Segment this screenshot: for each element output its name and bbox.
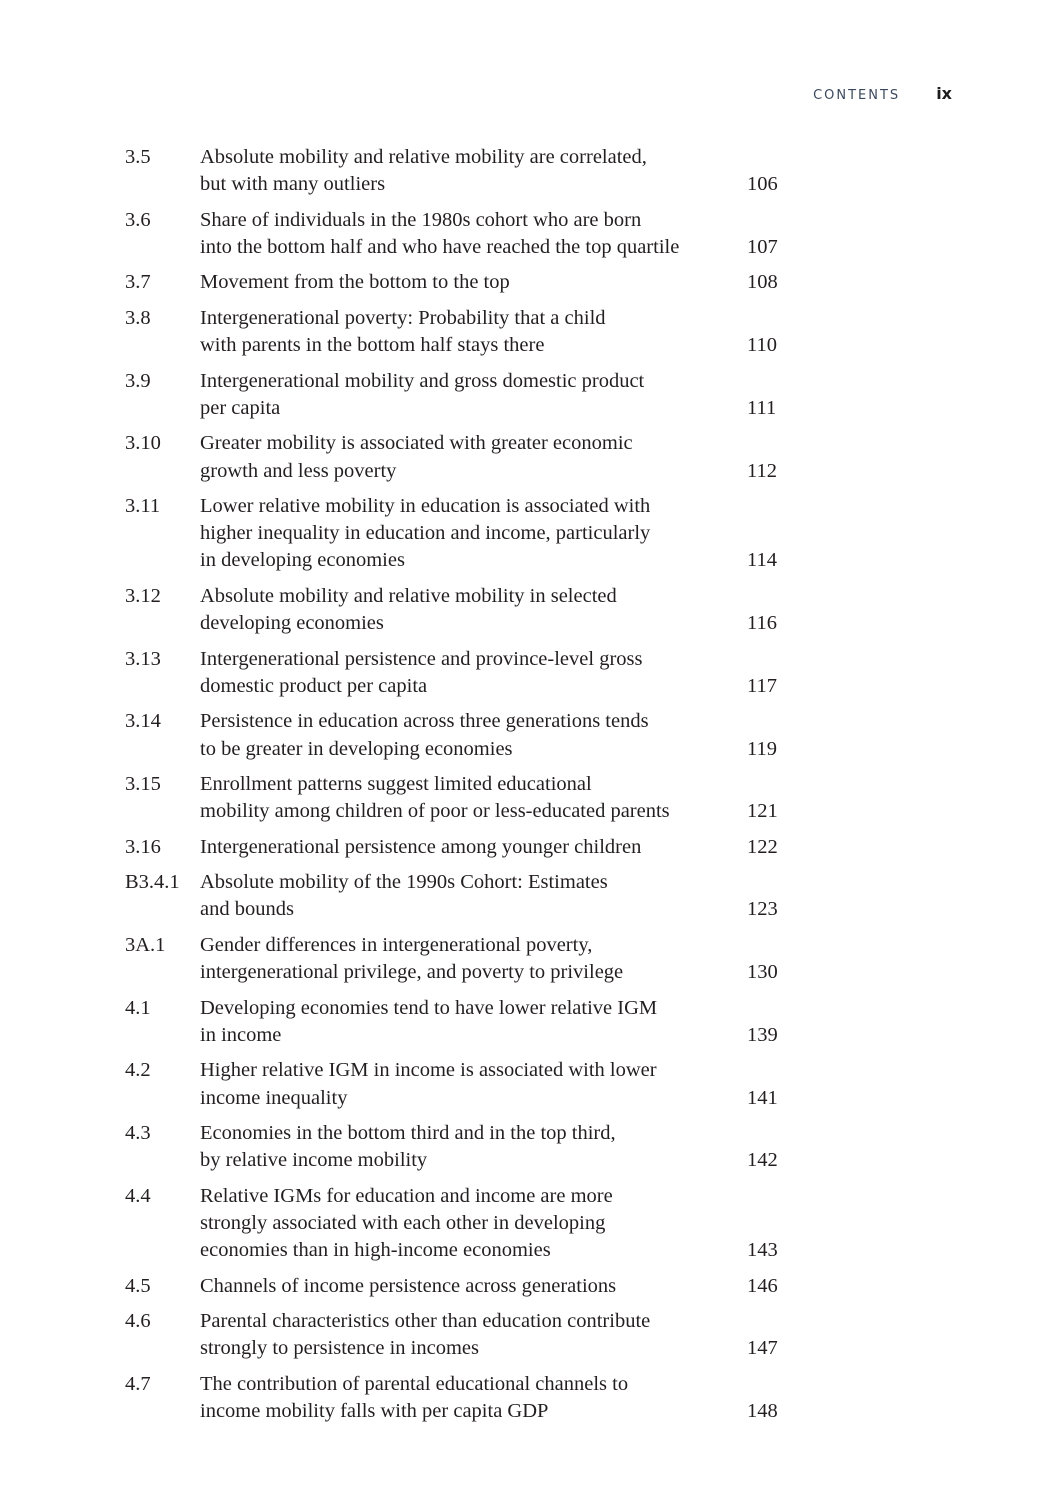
toc-entry-title: Developing economies tend to have lower relative IGM in income [200,996,658,1046]
toc-entry-number: 3.9 [125,369,151,392]
toc-entry[interactable] [125,1183,805,1265]
toc-entry-title: Gender differences in intergenerational poverty, intergenerational privilege, and poverty to privilege [200,933,624,984]
toc-entry-page: 106 [747,173,778,196]
toc-entry-title: Intergenerational poverty: Probability that a child with parents in the bottom half stays there [200,306,606,357]
toc-entry-title: Intergenerational mobility and gross domestic product per capita [200,369,645,419]
section-label: CONTENTS [813,88,901,103]
toc-entry-page: 116 [747,612,777,635]
toc-entry-title: Movement from the bottom to the top [200,271,510,294]
toc-entry-title: Greater mobility is associated with greater economic growth and less poverty [200,432,633,482]
toc-entry[interactable] [125,1057,805,1111]
toc-entry-number: 3.16 [125,835,161,858]
toc-entry-page: 130 [747,961,778,984]
toc-entry[interactable] [125,430,805,484]
toc-entry-number: 3.11 [125,495,161,518]
toc-entry-number: 4.2 [125,1059,151,1082]
toc-entry-page: 146 [747,1274,778,1297]
toc-entry-title: Absolute mobility and relative mobility in selected developing economies [200,584,617,635]
toc-entry-page: 111 [747,396,777,419]
toc-entry-page: 107 [747,235,778,258]
toc-entry-title: Absolute mobility and relative mobility are correlated, but with many outliers [200,146,647,196]
toc-entry[interactable] [125,869,805,923]
toc-entry-title: Higher relative IGM in income is associated with lower income inequality [200,1059,657,1109]
toc-entry-number: 3.5 [125,146,151,168]
toc-entry-title: Channels of income persistence across generations [200,1274,617,1297]
toc-entry[interactable] [125,207,805,261]
toc-entry-title: Enrollment patterns suggest limited educational mobility among children of poor or less-educated parents [200,773,670,823]
toc-entry-page: 108 [747,271,778,294]
toc-entry-page: 143 [747,1239,778,1262]
toc-entry-page: 122 [747,835,778,858]
toc-entry-title: The contribution of parental educational channels to income mobility falls with per capita GDP [200,1372,629,1423]
toc-entry-number: 3A.1 [125,933,166,956]
toc-entry-page: 114 [747,549,777,572]
toc-entry-page: 142 [747,1149,778,1172]
toc-entry-number: 3.15 [125,773,161,796]
toc-entry[interactable] [125,995,805,1049]
toc-entry-title: Persistence in education across three generations tends to be greater in developing economies [200,710,649,760]
toc-entry-title: Parental characteristics other than education contribute strongly to persistence in incomes [200,1310,651,1360]
toc-entry-page: 119 [747,737,777,760]
toc-entry[interactable] [125,1120,805,1174]
page-number: ix [936,84,952,103]
toc-entry-number: B3.4.1 [125,871,180,894]
toc-entry[interactable] [125,932,805,986]
toc-entry-number: 3.6 [125,208,151,231]
toc-entry[interactable] [125,1371,805,1425]
toc-entry[interactable] [125,1273,805,1300]
toc-entry-page: 147 [747,1337,778,1360]
toc-entry[interactable] [125,771,805,825]
toc-entry-number: 4.1 [125,996,151,1019]
toc-entry-page: 141 [747,1086,778,1109]
toc-entry-title: Economies in the bottom third and in the top third, by relative income mobility [200,1122,616,1172]
toc-entry[interactable] [125,144,805,198]
toc-entry-page: 110 [747,334,777,357]
toc-entry[interactable] [125,646,805,700]
toc-entry-title: Intergenerational persistence and province-level gross domestic product per capita [200,647,643,697]
toc-entry-number: 3.10 [125,432,161,455]
toc-entry-page: 112 [747,459,777,482]
toc-entry-page: 117 [747,674,777,697]
toc-entry-title: Lower relative mobility in education is associated with higher inequality in education and income, particularly in developing economies [200,495,651,572]
toc-entry-number: 3.13 [125,647,161,670]
toc-entry-page: 148 [747,1400,778,1423]
toc-entry-page: 139 [747,1023,778,1046]
toc-entry-number: 3.7 [125,271,151,294]
toc-entry-title: Share of individuals in the 1980s cohort who are born into the bottom half and who have reached the top quartile [200,208,680,258]
toc-entry-number: 3.14 [125,710,161,733]
toc-entry-number: 4.5 [125,1274,151,1297]
toc-entry[interactable] [125,493,805,575]
toc-entry[interactable] [125,708,805,762]
toc-entry[interactable] [125,269,805,296]
toc-entry[interactable] [125,305,805,359]
toc-entry-number: 4.7 [125,1372,151,1395]
toc-entry-page: 123 [747,898,778,921]
toc-entry-number: 3.12 [125,584,161,607]
toc-entry-number: 4.4 [125,1184,151,1207]
toc-entry[interactable] [125,583,805,637]
toc-entry-page: 121 [747,800,778,823]
toc-entry[interactable] [125,368,805,422]
toc-entry-number: 3.8 [125,306,151,329]
toc-entry[interactable] [125,1308,805,1362]
toc-entry-title: Relative IGMs for education and income are more strongly associated with each other in developing economies than in high-income economies [200,1184,613,1262]
toc-entry-number: 4.6 [125,1310,151,1333]
toc-entry-number: 4.3 [125,1122,151,1145]
toc-entry-title: Absolute mobility of the 1990s Cohort: Estimates and bounds [200,871,608,921]
toc-list [125,144,805,1434]
toc-entry-title: Intergenerational persistence among younger children [200,835,642,858]
running-head [813,84,952,103]
toc-entry[interactable] [125,834,805,861]
